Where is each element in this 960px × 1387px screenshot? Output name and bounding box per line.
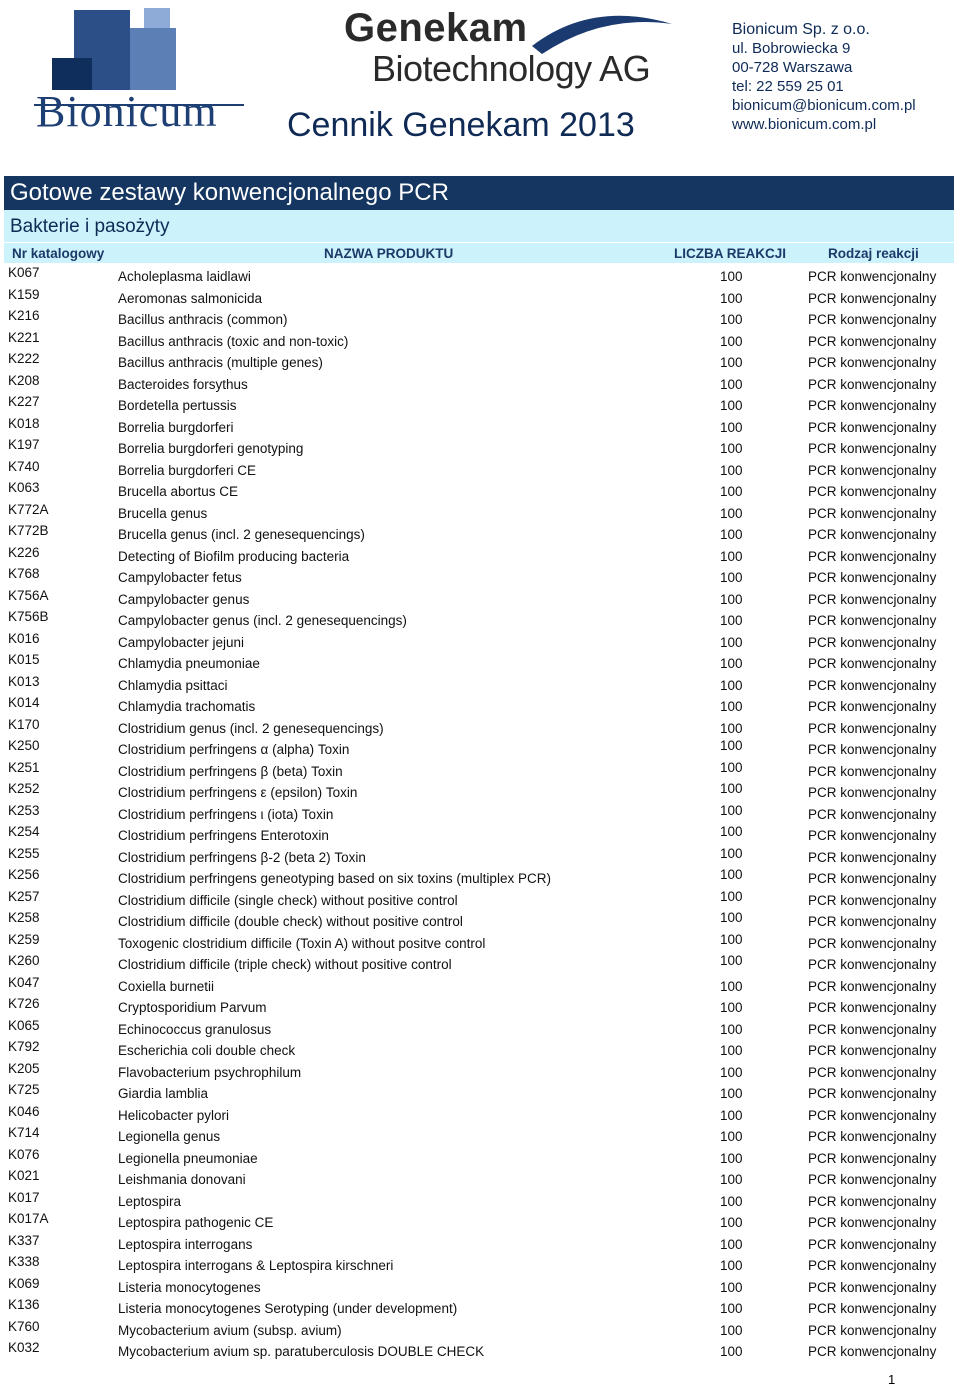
catalog-number: K046 — [8, 1103, 40, 1119]
catalog-number: K260 — [8, 953, 40, 968]
product-name: Listeria monocytogenes — [118, 1279, 261, 1295]
reaction-count: 100 — [720, 505, 743, 521]
product-name: Mycobacterium avium (subsp. avium) — [118, 1322, 342, 1338]
catalog-number: K015 — [8, 652, 40, 667]
catalog-number: K032 — [8, 1340, 40, 1355]
reaction-type: PCR konwencjonalny — [808, 419, 937, 435]
catalog-number: K725 — [8, 1082, 40, 1097]
product-name: Mycobacterium avium sp. paratuberculosis DOUBLE CHECK — [118, 1344, 485, 1359]
genekam-logo-word: Genekam — [344, 6, 528, 50]
table-row — [0, 565, 960, 587]
reaction-type: PCR konwencjonalny — [808, 1344, 937, 1359]
company-website[interactable]: www.bionicum.com.pl — [732, 116, 877, 133]
catalog-number: K159 — [8, 286, 40, 302]
reaction-type: PCR konwencjonalny — [808, 677, 937, 693]
catalog-number: K063 — [8, 480, 40, 495]
product-name: Legionella genus — [118, 1129, 221, 1144]
product-name: Clostridium perfringens Enterotoxin — [118, 828, 329, 843]
product-name: Detecting of Biofilm producing bacteria — [118, 548, 350, 564]
catalog-number: K047 — [8, 974, 40, 990]
reaction-type: PCR konwencjonalny — [808, 441, 937, 456]
catalog-number: K257 — [8, 888, 40, 904]
reaction-count: 100 — [720, 1344, 743, 1359]
reaction-count: 100 — [720, 269, 743, 284]
reaction-type: PCR konwencjonalny — [808, 484, 937, 499]
table-row — [0, 780, 960, 802]
table-row — [0, 1124, 960, 1146]
table-row — [0, 1232, 960, 1254]
table-row — [0, 458, 960, 480]
product-name: Legionella pneumoniae — [118, 1150, 258, 1166]
reaction-type: PCR konwencjonalny — [808, 1236, 937, 1252]
product-name: Clostridium perfringens geneotyping based on six toxins (multiplex PCR) — [118, 871, 551, 886]
reaction-type: PCR konwencjonalny — [808, 656, 937, 671]
reaction-count: 100 — [720, 355, 743, 370]
catalog-number: K067 — [8, 265, 40, 280]
reaction-count: 100 — [720, 1021, 743, 1037]
catalog-number: K756A — [8, 587, 49, 603]
table-row — [0, 372, 960, 394]
reaction-type: PCR konwencjonalny — [808, 742, 937, 757]
product-name: Bacteroides forsythus — [118, 376, 248, 392]
product-name: Brucella genus — [118, 505, 208, 521]
product-name: Borrelia burgdorferi — [118, 419, 234, 435]
page-title: Cennik Genekam 2013 — [287, 106, 635, 144]
reaction-type: PCR konwencjonalny — [808, 1129, 937, 1144]
bionicum-logo — [34, 8, 246, 144]
reaction-count: 100 — [720, 1172, 743, 1187]
reaction-type: PCR konwencjonalny — [808, 871, 937, 886]
reaction-count: 100 — [720, 845, 743, 861]
reaction-count: 100 — [720, 1215, 743, 1230]
catalog-number: K069 — [8, 1275, 40, 1291]
table-row — [0, 1189, 960, 1211]
reaction-count: 100 — [720, 570, 743, 585]
catalog-number: K254 — [8, 824, 40, 839]
catalog-number: K221 — [8, 329, 40, 345]
reaction-count: 100 — [720, 634, 743, 650]
product-name: Leptospira interrogans & Leptospira kirschneri — [118, 1258, 394, 1273]
product-name: Giardia lamblia — [118, 1086, 209, 1101]
table-row — [0, 888, 960, 910]
table-row — [0, 1038, 960, 1060]
table-row — [0, 587, 960, 609]
reaction-count: 100 — [720, 1301, 743, 1316]
table-row — [0, 1017, 960, 1039]
table-row — [0, 350, 960, 372]
reaction-count: 100 — [720, 1236, 743, 1252]
reaction-count: 100 — [720, 910, 743, 925]
catalog-number: K205 — [8, 1060, 40, 1076]
product-name: Bacillus anthracis (toxic and non-toxic) — [118, 333, 349, 349]
table-row — [0, 866, 960, 888]
catalog-number: K772B — [8, 523, 49, 538]
reaction-count: 100 — [720, 1279, 743, 1295]
product-name: Toxogenic clostridium difficile (Toxin A) without positve control — [118, 935, 486, 951]
reaction-type: PCR konwencjonalny — [808, 333, 937, 349]
reaction-count: 100 — [720, 1322, 743, 1338]
reaction-count: 100 — [720, 441, 743, 456]
table-row — [0, 522, 960, 544]
catalog-number: K227 — [8, 394, 40, 409]
reaction-type: PCR konwencjonalny — [808, 699, 937, 714]
reaction-type: PCR konwencjonalny — [808, 828, 937, 843]
reaction-type: PCR konwencjonalny — [808, 1150, 937, 1166]
catalog-number: K208 — [8, 372, 40, 388]
catalog-number: K021 — [8, 1168, 40, 1183]
reaction-type: PCR konwencjonalny — [808, 290, 937, 306]
catalog-number: K756B — [8, 609, 49, 624]
reaction-count: 100 — [720, 1129, 743, 1144]
reaction-count: 100 — [720, 1258, 743, 1273]
column-header-catalog: Nr katalogowy — [12, 246, 105, 261]
catalog-number: K760 — [8, 1318, 40, 1334]
table-row — [0, 952, 960, 974]
reaction-type: PCR konwencjonalny — [808, 785, 937, 800]
table-row — [0, 845, 960, 867]
reaction-type: PCR konwencjonalny — [808, 570, 937, 585]
product-name: Clostridium difficile (double check) without positive control — [118, 914, 463, 929]
reaction-type: PCR konwencjonalny — [808, 849, 937, 865]
table-row — [0, 716, 960, 738]
product-name: Echinococcus granulosus — [118, 1021, 272, 1037]
product-name: Bordetella pertussis — [118, 398, 237, 413]
reaction-count: 100 — [720, 1064, 743, 1080]
company-city: 00-728 Warszawa — [732, 59, 853, 76]
reaction-count: 100 — [720, 591, 743, 607]
product-name: Campylobacter genus — [118, 591, 250, 607]
table-row — [0, 307, 960, 329]
reaction-type: PCR konwencjonalny — [808, 1279, 937, 1295]
product-name: Borrelia burgdorferi CE — [118, 462, 257, 478]
reaction-count: 100 — [720, 419, 743, 435]
page-number: 1 — [888, 1372, 896, 1387]
reaction-type: PCR konwencjonalny — [808, 1172, 937, 1187]
reaction-type: PCR konwencjonalny — [808, 355, 937, 370]
reaction-count: 100 — [720, 953, 743, 968]
product-name: Leptospira interrogans — [118, 1236, 253, 1252]
catalog-number: K772A — [8, 501, 49, 517]
reaction-count: 100 — [720, 1043, 743, 1058]
reaction-type: PCR konwencjonalny — [808, 527, 937, 542]
company-phone: tel: 22 559 25 01 — [732, 78, 844, 95]
reaction-count: 100 — [720, 613, 743, 628]
product-name: Leptospira — [118, 1193, 182, 1209]
reaction-type: PCR konwencjonalny — [808, 269, 937, 284]
catalog-number: K253 — [8, 802, 40, 818]
table-row — [0, 1167, 960, 1189]
catalog-number: K252 — [8, 781, 40, 796]
table-row — [0, 909, 960, 931]
table-row — [0, 479, 960, 501]
reaction-count: 100 — [720, 978, 743, 994]
reaction-type: PCR konwencjonalny — [808, 1064, 937, 1080]
catalog-number: K740 — [8, 458, 40, 474]
product-name: Campylobacter jejuni — [118, 634, 245, 650]
catalog-number: K216 — [8, 308, 40, 323]
catalog-number: K222 — [8, 351, 40, 366]
product-name: Bacillus anthracis (multiple genes) — [118, 355, 323, 370]
reaction-type: PCR konwencjonalny — [808, 1322, 937, 1338]
reaction-type: PCR konwencjonalny — [808, 1193, 937, 1209]
reaction-type: PCR konwencjonalny — [808, 1043, 937, 1058]
catalog-number: K017 — [8, 1189, 40, 1205]
product-name: Leptospira pathogenic CE — [118, 1215, 274, 1230]
reaction-count: 100 — [720, 867, 743, 882]
reaction-count: 100 — [720, 699, 743, 714]
reaction-type: PCR konwencjonalny — [808, 591, 937, 607]
catalog-number: K014 — [8, 695, 40, 710]
reaction-type: PCR konwencjonalny — [808, 1086, 937, 1101]
product-name: Clostridium perfringens β (beta) Toxin — [118, 763, 343, 779]
catalog-number: K726 — [8, 996, 40, 1011]
reaction-count: 100 — [720, 376, 743, 392]
table-row — [0, 651, 960, 673]
reaction-count: 100 — [720, 759, 743, 775]
reaction-type: PCR konwencjonalny — [808, 892, 937, 908]
company-email[interactable]: bionicum@bionicum.com.pl — [732, 97, 916, 114]
reaction-count: 100 — [720, 484, 743, 499]
product-name: Chlamydia pneumoniae — [118, 656, 260, 671]
reaction-count: 100 — [720, 781, 743, 796]
reaction-count: 100 — [720, 888, 743, 904]
catalog-number: K792 — [8, 1039, 40, 1054]
catalog-number: K013 — [8, 673, 40, 689]
table-row — [0, 823, 960, 845]
table-row — [0, 1296, 960, 1318]
product-name: Acholeplasma laidlawi — [118, 269, 251, 284]
product-name: Brucella abortus CE — [118, 484, 239, 499]
reaction-type: PCR konwencjonalny — [808, 1301, 937, 1316]
reaction-count: 100 — [720, 462, 743, 478]
catalog-number: K338 — [8, 1254, 40, 1269]
product-name: Clostridium perfringens ε (epsilon) Toxin — [118, 785, 358, 800]
product-name: Campylobacter genus (incl. 2 genesequencings) — [118, 613, 407, 628]
table-row — [0, 286, 960, 308]
catalog-number: K017A — [8, 1211, 49, 1226]
table-row — [0, 544, 960, 566]
product-name: Cryptosporidium Parvum — [118, 1000, 267, 1015]
catalog-number: K768 — [8, 566, 40, 581]
catalog-number: K714 — [8, 1125, 40, 1140]
reaction-type: PCR konwencjonalny — [808, 613, 937, 628]
product-name: Clostridium perfringens ι (iota) Toxin — [118, 806, 334, 822]
catalog-number: K018 — [8, 415, 40, 431]
table-row — [0, 1081, 960, 1103]
product-name: Clostridium perfringens α (alpha) Toxin — [118, 742, 350, 757]
table-row — [0, 1275, 960, 1297]
table-row — [0, 1060, 960, 1082]
table-row — [0, 393, 960, 415]
table-header — [4, 243, 954, 263]
catalog-number: K258 — [8, 910, 40, 925]
table-row — [0, 673, 960, 695]
product-name: Chlamydia trachomatis — [118, 699, 256, 714]
product-name: Flavobacterium psychrophilum — [118, 1064, 302, 1080]
product-name: Clostridium difficile (triple check) without positive control — [118, 957, 452, 972]
table-row — [0, 630, 960, 652]
table-row — [0, 264, 960, 286]
catalog-number: K226 — [8, 544, 40, 560]
reaction-count: 100 — [720, 548, 743, 564]
column-header-reactions: LICZBA REAKCJI — [674, 246, 787, 261]
reaction-type: PCR konwencjonalny — [808, 763, 937, 779]
table-row — [0, 694, 960, 716]
table-row — [0, 501, 960, 523]
table-row — [0, 1210, 960, 1232]
catalog-number: K259 — [8, 931, 40, 947]
product-table — [0, 264, 960, 1361]
reaction-count: 100 — [720, 1150, 743, 1166]
table-row — [0, 974, 960, 996]
catalog-number: K255 — [8, 845, 40, 861]
catalog-number: K197 — [8, 437, 40, 452]
bionicum-logo-text: Bionicum — [36, 87, 218, 136]
reaction-count: 100 — [720, 802, 743, 818]
reaction-count: 100 — [720, 738, 743, 753]
catalog-number: K251 — [8, 759, 40, 775]
reaction-type: PCR konwencjonalny — [808, 505, 937, 521]
table-row — [0, 608, 960, 630]
table-row — [0, 802, 960, 824]
product-name: Helicobacter pylori — [118, 1107, 230, 1123]
reaction-count: 100 — [720, 824, 743, 839]
reaction-type: PCR konwencjonalny — [808, 1258, 937, 1273]
genekam-logo-subtitle: Biotechnology AG — [372, 48, 651, 89]
product-name: Escherichia coli double check — [118, 1043, 296, 1058]
reaction-type: PCR konwencjonalny — [808, 1215, 937, 1230]
product-name: Clostridium perfringens β-2 (beta 2) Toxin — [118, 849, 366, 865]
catalog-number: K256 — [8, 867, 40, 882]
table-row — [0, 436, 960, 458]
section-title: Gotowe zestawy konwencjonalnego PCR — [4, 176, 954, 210]
product-name: Borrelia burgdorferi genotyping — [118, 441, 304, 456]
product-name: Bacillus anthracis (common) — [118, 312, 288, 327]
reaction-count: 100 — [720, 1000, 743, 1015]
table-row — [0, 415, 960, 437]
reaction-count: 100 — [720, 1107, 743, 1123]
reaction-type: PCR konwencjonalny — [808, 935, 937, 951]
reaction-type: PCR konwencjonalny — [808, 398, 937, 413]
table-row — [0, 329, 960, 351]
table-row — [0, 737, 960, 759]
product-name: Listeria monocytogenes Serotyping (under development) — [118, 1301, 458, 1316]
reaction-type: PCR konwencjonalny — [808, 957, 937, 972]
contact-block — [732, 20, 916, 134]
reaction-type: PCR konwencjonalny — [808, 720, 937, 736]
catalog-number: K016 — [8, 630, 40, 646]
catalog-number: K065 — [8, 1017, 40, 1033]
column-header-type: Rodzaj reakcji — [828, 246, 919, 261]
reaction-type: PCR konwencjonalny — [808, 548, 937, 564]
reaction-count: 100 — [720, 720, 743, 736]
reaction-type: PCR konwencjonalny — [808, 978, 937, 994]
reaction-count: 100 — [720, 1193, 743, 1209]
reaction-type: PCR konwencjonalny — [808, 1107, 937, 1123]
reaction-count: 100 — [720, 333, 743, 349]
product-name: Campylobacter fetus — [118, 570, 242, 585]
table-row — [0, 995, 960, 1017]
product-name: Aeromonas salmonicida — [118, 290, 263, 306]
company-street: ul. Bobrowiecka 9 — [732, 40, 851, 57]
table-row — [0, 1339, 960, 1361]
reaction-count: 100 — [720, 1086, 743, 1101]
company-name: Bionicum Sp. z o.o. — [732, 21, 870, 38]
product-name: Leishmania donovani — [118, 1172, 246, 1187]
table-row — [0, 1253, 960, 1275]
table-row — [0, 1146, 960, 1168]
catalog-number: K136 — [8, 1297, 40, 1312]
product-name: Brucella genus (incl. 2 genesequencings) — [118, 527, 365, 542]
reaction-type: PCR konwencjonalny — [808, 1000, 937, 1015]
product-name: Chlamydia psittaci — [118, 677, 228, 693]
reaction-count: 100 — [720, 312, 743, 327]
reaction-type: PCR konwencjonalny — [808, 1021, 937, 1037]
catalog-number: K250 — [8, 738, 40, 753]
table-row — [0, 1103, 960, 1125]
section-subtitle: Bakterie i pasożyty — [4, 210, 954, 242]
reaction-type: PCR konwencjonalny — [808, 914, 937, 929]
table-row — [0, 1318, 960, 1340]
reaction-count: 100 — [720, 290, 743, 306]
column-header-name: NAZWA PRODUKTU — [324, 246, 454, 261]
reaction-type: PCR konwencjonalny — [808, 806, 937, 822]
reaction-count: 100 — [720, 931, 743, 947]
catalog-number: K170 — [8, 716, 40, 732]
reaction-type: PCR konwencjonalny — [808, 462, 937, 478]
genekam-logo — [336, 6, 658, 90]
product-name: Clostridium difficile (single check) without positive control — [118, 892, 458, 908]
reaction-type: PCR konwencjonalny — [808, 634, 937, 650]
product-name: Coxiella burnetii — [118, 978, 215, 994]
reaction-type: PCR konwencjonalny — [808, 312, 937, 327]
reaction-count: 100 — [720, 677, 743, 693]
table-row — [0, 931, 960, 953]
product-name: Clostridium genus (incl. 2 genesequencings) — [118, 720, 384, 736]
reaction-type: PCR konwencjonalny — [808, 376, 937, 392]
catalog-number: K337 — [8, 1232, 40, 1248]
reaction-count: 100 — [720, 398, 743, 413]
reaction-count: 100 — [720, 527, 743, 542]
reaction-count: 100 — [720, 656, 743, 671]
catalog-number: K076 — [8, 1146, 40, 1162]
table-row — [0, 759, 960, 781]
